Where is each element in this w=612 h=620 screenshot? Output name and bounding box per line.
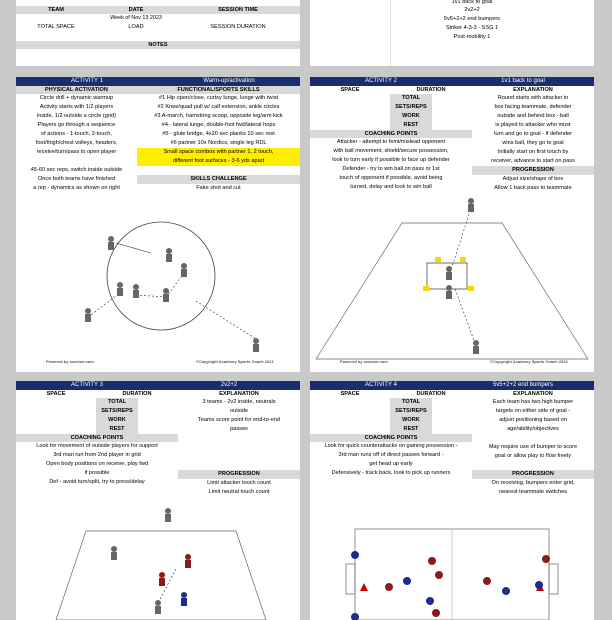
activity-3-title: ACTIVITY 3 [71,382,103,388]
duration-label: DURATION [416,87,446,93]
coaching-line: if possible [84,470,110,476]
explanation-line: Each team has two high bumper [492,399,574,405]
work-label: WORK [390,112,432,121]
activity-1-panel [16,77,300,372]
session-duration-label: SESSION DURATION [210,24,266,30]
activation-line: foot/thigh/chest volleys, headers, [35,140,118,146]
total-label: TOTAL [390,398,432,407]
activity-4-diagram [310,499,594,620]
activation-line [16,157,137,166]
explanation-line: receiver, advance to start on pass [491,158,575,164]
skill-line: #4 - lateral lunge, double-foot fwd/lateral hops [161,122,276,128]
coaching-points-label: COACHING POINTS [310,130,472,138]
explanation-label: EXPLANATION [513,87,553,93]
activation-line: Players go through a sequence [37,122,116,128]
activation-line: a rep - dynamics as shown on right [33,185,120,191]
progression-line: On receiving, bumpers enter grid, [491,480,575,486]
explanation-line: box facing teammate, defender [494,104,572,110]
explanation-line: Teams score point for end-to-end [197,417,281,423]
sets-reps-label: SETS/REPS [390,103,432,112]
activation-line: Once both teams have finished [37,176,116,182]
activity-3-name: 2v2+2 [220,382,238,388]
highlight-line: Small space combos with partner 1, 2 touch, [137,148,300,157]
team-label: TEAM [48,7,64,13]
activity-2-title: ACTIVITY 2 [365,78,397,84]
skill-line: #2 Knee/quad pull w/ calf extension, ankle circles [157,104,280,110]
coaching-line: Attacker - attempt to feint/mislead opponent [336,139,446,145]
coaching-line: 3rd man run from 2nd player in grid [53,452,141,458]
explanation-label: EXPLANATION [219,391,259,397]
explanation-line: Round starts with attacker in [497,95,569,101]
copyright-label: ©Copyright Academy Sports Coach 2022 [490,359,568,364]
coaching-points-label: COACHING POINTS [310,434,472,442]
explanation-line: passes [230,426,248,432]
progression-label: PROGRESSION [472,470,594,479]
total-label: TOTAL [390,94,432,103]
work-label: WORK [390,416,432,425]
skill-line: #6 partner 10x Nordics, single leg RDL [170,140,267,146]
activity-3-panel [16,381,300,620]
session-plan-panel [310,0,594,66]
space-label: SPACE [46,391,66,397]
duration-label: DURATION [122,391,152,397]
space-label: SPACE [340,391,360,397]
explanation-line: goal or allow play to flow freely [494,453,572,459]
total-space-label: TOTAL SPACE [37,24,75,30]
rest-label: REST [390,425,432,434]
plan-item: 2v2+2 [464,7,480,13]
plan-item: 1v1 back to goal [451,0,493,5]
coaching-line: Open body positions on receive, play fwd [46,461,148,467]
progression-line: Allow 1 back pass to teammate [494,185,572,191]
explanation-line: May require use of bumper to score [488,444,578,450]
skill-line: #1 Hip open/close, curtsy lunge, lunge with twist [158,95,279,101]
explanation-line: targets on either side of goal - [495,408,570,414]
progression-line: Limit attacker touch count [207,480,271,486]
activity-1-name: Warm-up/activation [203,78,255,84]
plan-item: Striker 4-3-3 - SSG 1 [445,25,499,31]
activity-1-title: ACTIVITY 1 [71,78,103,84]
session-time-label: SESSION TIME [218,7,258,13]
skills-challenge-value: Fake shot and cut [196,185,241,191]
coaching-line: get head up early [369,461,413,467]
activity-2-diagram [310,193,594,372]
notes-label: NOTES [16,41,300,49]
explanation-line: outside [229,408,249,414]
total-label: TOTAL [96,398,138,407]
coaching-line: turned, delay and look to win ball [350,184,432,190]
highlight-line: different foot surfaces - 3-6 yds apart [137,157,300,166]
activation-line: Activity starts with 1/2 players [39,104,114,110]
explanation-line: 3 teams - 2v2 inside, neutrals [202,399,276,405]
activation-line: 45-60 sec reps, switch inside outside [30,167,123,173]
activation-line: inside, 1/2 outside a circle (grid) [37,113,116,119]
progression-label: PROGRESSION [178,470,300,479]
activation-line: receive/turn/pass to open player [36,149,117,155]
coaching-line: Defensively - track back, look to pick up runners [331,470,451,476]
coaching-line: Look for quick counterattacks on gaining possession - [324,443,458,449]
explanation-line: wins ball, they go to goal [502,140,564,146]
powered-by-label: Powered by session.com [46,359,94,364]
explanation-label: EXPLANATION [513,391,553,397]
progression-label: PROGRESSION [472,166,594,175]
skill-line: #3 A-march, hamstring scoop, opposite leg/arm kick [154,113,283,119]
explanation-line [472,434,594,443]
coaching-line: Defender - try to win ball on pass or 1st [342,166,440,172]
activity-2-name: 1v1 back to goal [501,78,545,84]
load-label: LOAD [128,24,144,30]
copyright-label: ©Copyright Academy Sports Coach 2021 [196,359,274,364]
coaching-line: touch of opponent if possible, avoid being [339,175,443,181]
sets-reps-label: SETS/REPS [390,407,432,416]
skill-line: #5 - glute bridge, 4x20 sec planks 10 sec rest [162,131,275,137]
duration-label: DURATION [416,391,446,397]
functional-skills-label: FUNCTIONAL/SPORTS SKILLS [177,87,260,93]
activity-4-title: ACTIVITY 4 [365,382,397,388]
plan-item: Post-mobility 1 [453,34,491,40]
activity-4-name: 5v5+2+2 end bumpers [492,382,554,388]
progression-line: nearest teammate switches [498,489,568,495]
plan-item: 5v5+2+2 end bumpers [444,16,500,22]
activity-4-panel [310,381,594,620]
activity-2-panel [310,77,594,372]
explanation-line: turn and go to goal - if defender [493,131,573,137]
coaching-line: with ball movement, shield/secure possession, [333,148,449,154]
space-label: SPACE [340,87,360,93]
explanation-line: outside and behind box - ball [497,113,569,119]
coaching-line: Def - avoid turn/split, try to press/delay [49,479,145,485]
explanation-line: Initially start on first touch by [497,149,569,155]
activation-line: Circle drill + dynamic warmup [39,95,114,101]
coaching-points-label: COACHING POINTS [16,434,178,442]
activity-1-diagram [16,193,300,372]
work-label: WORK [96,416,138,425]
explanation-line: is played to attacker who must [495,122,571,128]
activation-line: of actions - 1-touch, 2-touch, [41,131,112,137]
rest-label: REST [96,425,138,434]
explanation-line: age/ability/objectives [507,426,559,432]
week-value: Week of Nov 13 2023 [110,15,162,21]
coaching-line: look to turn early if possible to face up defender [332,157,450,163]
skills-challenge-label: SKILLS CHALLENGE [137,175,300,184]
activity-3-diagram [16,499,300,620]
explanation-line: adjust positioning based on [499,417,567,423]
sets-reps-label: SETS/REPS [96,407,138,416]
progression-line: Adjust size/shape of box [502,176,564,182]
session-header-panel [16,0,300,66]
coaching-line: Look for movement of outside players for support [36,443,158,449]
date-label: DATE [128,7,144,13]
powered-by-label: Powered by session.com [340,359,388,364]
coaching-line: 3rd man runs off of direct passes forward - [338,452,444,458]
rest-label: REST [390,121,432,130]
physical-activation-label: PHYSICAL ACTIVATION [45,87,108,93]
progression-line: Limit neutral touch count [208,489,270,495]
